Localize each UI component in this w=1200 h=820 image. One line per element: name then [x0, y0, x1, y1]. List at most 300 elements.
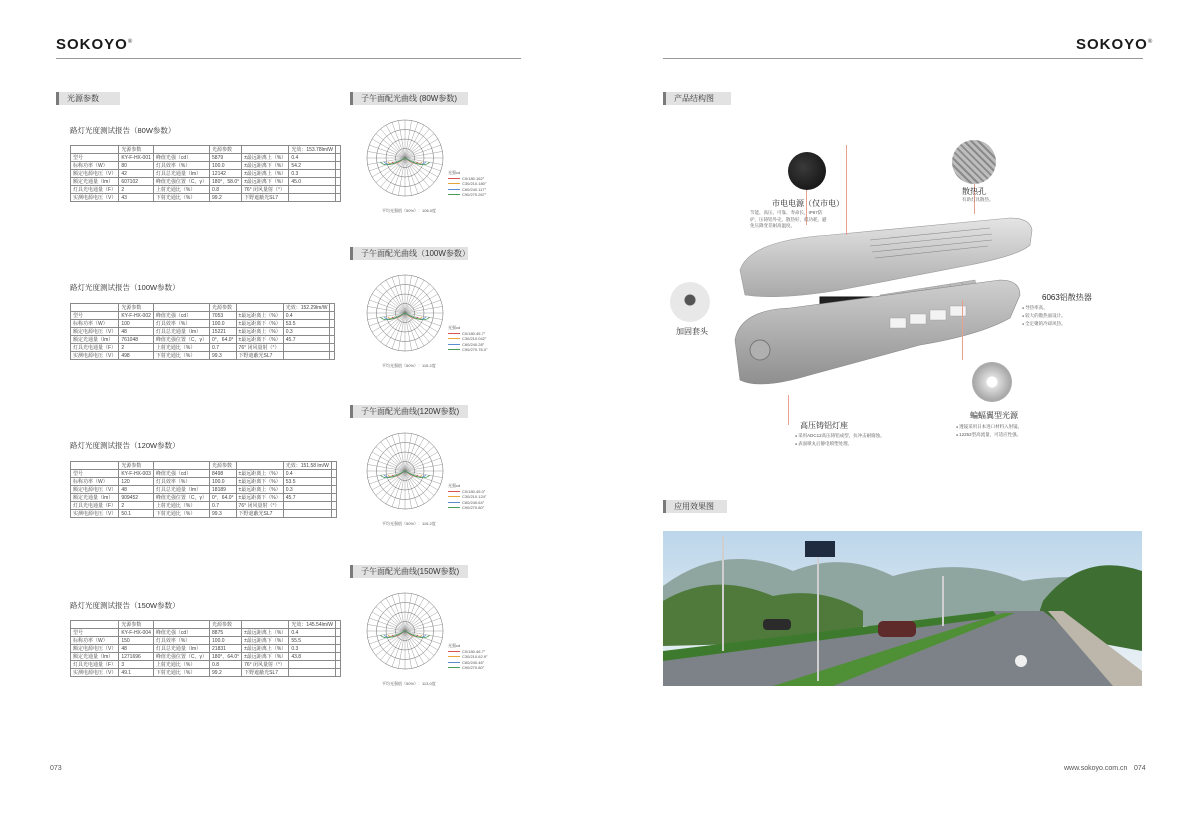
table-row: [71, 154, 341, 162]
table-cell: [330, 352, 335, 360]
legend-label: C30/210.124°: [462, 494, 487, 499]
table-cell: 55.5: [289, 637, 336, 645]
table-cell: 型号: [71, 470, 119, 478]
chart-title: 子午面配光曲线 (80W参数): [350, 92, 468, 105]
table-cell: ±最远距离下（%）: [236, 494, 283, 502]
table-cell: 0.3: [283, 328, 330, 336]
table-cell: 909452: [119, 494, 154, 502]
table-cell: 额定光通量（lm）: [71, 653, 119, 661]
table-cell: [283, 352, 330, 360]
table-row: [71, 502, 337, 510]
table-cell: [330, 312, 335, 320]
spec-table: [70, 145, 341, 202]
callout-heatsink-item: ● 较大的散热面设计。: [1022, 312, 1102, 320]
table-cell: [336, 669, 341, 677]
callout-power-title: 市电电源（仅市电）: [772, 199, 844, 208]
table-cell: 光源参数: [119, 304, 154, 312]
legend-label: C60/240.46°: [462, 659, 485, 665]
table-cell: [330, 344, 335, 352]
table-cell: 灯具效率（%）: [153, 478, 209, 486]
chart-title: 子午面配光曲线（100W参数）: [350, 247, 468, 260]
legend-item: [448, 505, 487, 511]
table-cell: 100: [119, 320, 154, 328]
chart-legend: [448, 325, 488, 353]
table-cell: [283, 510, 331, 518]
legend-swatch: [448, 178, 460, 179]
table-cell: 额定光通量（lm）: [71, 178, 119, 186]
reg-mark-right: ®: [1147, 39, 1154, 45]
table-cell: 45.7: [283, 494, 331, 502]
callout-housing-list: [795, 432, 887, 448]
brand-logo-text: SOKOYO: [56, 36, 128, 53]
table-cell: 0.7: [210, 502, 237, 510]
table-cell: [331, 494, 336, 502]
table-cell: 峰值光强位置（C，γ）: [153, 336, 209, 344]
table-cell: [336, 629, 341, 637]
legend-label: C30/210.180°: [462, 181, 487, 186]
table-cell: 48: [119, 645, 154, 653]
table-cell: 下野遮蔽光SL7: [236, 510, 283, 518]
callout-cable-title: 加固套头: [676, 327, 708, 336]
table-cell: 光源参数: [119, 462, 154, 470]
table-row: [71, 162, 341, 170]
table-row: [71, 637, 341, 645]
table-row: [71, 336, 335, 344]
table-cell: 峰值光强位置（C，γ）: [153, 178, 209, 186]
table-cell: 光效：152.29lm/W: [283, 304, 330, 312]
legend-swatch: [448, 333, 460, 334]
callout-heatsink-item: ● 全定聚的冷却风热。: [1022, 320, 1102, 328]
legend-swatch: [448, 502, 460, 503]
table-cell: 额定电源电压（V）: [71, 645, 119, 653]
table-cell: [236, 304, 283, 312]
table-cell: 607102: [119, 178, 154, 186]
table-cell: 灯具光电通量（F）: [71, 502, 119, 510]
table-cell: 额定电源电压（V）: [71, 486, 119, 494]
table-cell: 99.3: [210, 352, 237, 360]
legend-item: [448, 347, 488, 353]
callout-heatsink-list: [1022, 304, 1102, 328]
table-cell: 76° 闭风量射（°）: [242, 661, 289, 669]
table-cell: 48: [119, 486, 154, 494]
cable-inset-photo: [670, 282, 710, 322]
table-cell: KY-F-HX-003: [119, 470, 154, 478]
table-cell: [336, 637, 341, 645]
chart-footnote: 平均光强值（50%）：115.2度: [382, 363, 436, 368]
callout-wing-list: [956, 423, 1046, 439]
table-cell: 实测电源电压（V）: [71, 669, 119, 677]
table-row: [71, 470, 337, 478]
table-cell: KY-F-HX-002: [119, 312, 154, 320]
table-cell: 180°，64.0°: [210, 653, 242, 661]
table-cell: [336, 154, 341, 162]
table-cell: ±最远距离下（%）: [242, 178, 289, 186]
table-cell: 实测电源电压（V）: [71, 510, 119, 518]
table-cell: 0°，64.0°: [210, 336, 237, 344]
table-cell: 光源参数: [210, 462, 237, 470]
table-cell: [331, 470, 336, 478]
page-number: 073: [50, 765, 62, 772]
section-title-effect: 应用效果图: [663, 500, 727, 513]
table-row: [71, 186, 341, 194]
table-row: [71, 645, 341, 653]
table-cell: ±最远距离上（%）: [236, 486, 283, 494]
table-cell: ±最远距离下（%）: [236, 320, 283, 328]
report-title: 路灯光度测试报告（150W参数）: [70, 601, 180, 610]
page-number-right: 074: [1134, 765, 1146, 772]
table-cell: 2: [119, 502, 154, 510]
table-cell: 标称功率（W）: [71, 320, 119, 328]
table-cell: 2: [119, 344, 154, 352]
table-cell: 5879: [210, 154, 242, 162]
chart-legend: [448, 170, 487, 198]
brand-logo: [56, 36, 133, 53]
table-cell: 下野遮蔽光SL7: [242, 194, 289, 202]
lens-inset-photo: [972, 362, 1012, 402]
chart-footnote: 平均光强值（50%）：106.0度: [382, 208, 437, 213]
legend-label: C90/270.76.0°: [462, 347, 488, 352]
table-cell: [336, 194, 341, 202]
table-cell: 180°，58.0°: [210, 178, 242, 186]
table-cell: [336, 653, 341, 661]
table-cell: ±最远距离下（%）: [242, 653, 289, 661]
table-cell: ±最远距离下（%）: [242, 637, 289, 645]
table-cell: 额定光通量（lm）: [71, 336, 119, 344]
application-scene-photo: [663, 531, 1142, 686]
table-cell: 498: [119, 352, 154, 360]
header-rule: [56, 58, 521, 59]
table-cell: 0.8: [210, 186, 242, 194]
table-row: [71, 320, 335, 328]
table-cell: [331, 510, 336, 518]
table-cell: [336, 621, 341, 629]
legend-header: 光强cd: [448, 325, 461, 330]
table-cell: ±最远距离上（%）: [242, 170, 289, 178]
table-cell: 额定光通量（lm）: [71, 494, 119, 502]
table-row: [71, 478, 337, 486]
car-2: [763, 619, 791, 630]
table-cell: 76° 闭风量射（°）: [236, 344, 283, 352]
table-cell: 型号: [71, 154, 119, 162]
table-cell: 0.8: [210, 661, 242, 669]
table-cell: 峰值光强位置（C，γ）: [153, 494, 209, 502]
callout-wing-item: ● 12252型高流量，可适应性强。: [956, 431, 1046, 439]
table-cell: 54.2: [289, 162, 336, 170]
table-cell: 100.0: [210, 637, 242, 645]
table-cell: 100.0: [210, 320, 237, 328]
legend-swatch: [448, 667, 460, 668]
table-cell: 53.5: [283, 320, 330, 328]
table-cell: 峰值光强（cd）: [153, 629, 209, 637]
table-cell: KY-F-HX-004: [119, 629, 154, 637]
table-cell: [336, 162, 341, 170]
table-cell: ±最远距离下（%）: [236, 478, 283, 486]
table-cell: 49.1: [119, 669, 154, 677]
table-row: [71, 494, 337, 502]
table-cell: 80: [119, 162, 154, 170]
spec-table: [70, 461, 337, 518]
table-cell: [236, 462, 283, 470]
table-cell: 12142: [210, 170, 242, 178]
table-cell: 下射光通比（%）: [153, 669, 209, 677]
callout-wing-item: ● 透镜采用日本进口材料入射镜。: [956, 423, 1046, 431]
leader-housing: [788, 395, 789, 425]
table-cell: ±最远距离上（%）: [236, 312, 283, 320]
table-cell: 99.3: [210, 510, 237, 518]
legend-label: C0/180.46.7°: [462, 648, 486, 654]
table-cell: [153, 621, 209, 629]
table-cell: [331, 486, 336, 494]
table-cell: [71, 146, 119, 154]
table-cell: [289, 194, 336, 202]
table-cell: 灯具总光通量（lm）: [153, 170, 209, 178]
table-row: [71, 661, 341, 669]
legend-label: C90/270.80°: [462, 665, 485, 670]
table-row: [71, 328, 335, 336]
table-cell: 上射光通比（%）: [153, 186, 209, 194]
section-title-structure: 产品结构图: [663, 92, 731, 105]
website: www.sokoyo.com.cn: [1064, 765, 1128, 772]
table-row: [71, 352, 335, 360]
leader-power-2: [846, 145, 847, 235]
table-cell: 7053: [210, 312, 237, 320]
table-cell: 上射光通比（%）: [153, 502, 209, 510]
table-cell: [153, 462, 209, 470]
table-row: [71, 629, 341, 637]
header-rule-right: [663, 58, 1143, 59]
table-cell: [242, 146, 289, 154]
table-cell: 3: [119, 661, 154, 669]
chart-title: 子午面配光曲线(150W参数): [350, 565, 468, 578]
table-cell: 150: [119, 637, 154, 645]
table-cell: [330, 304, 335, 312]
legend-swatch: [448, 651, 460, 652]
spec-table: [70, 620, 341, 677]
table-cell: 100.0: [210, 478, 237, 486]
table-cell: 99.2: [210, 194, 242, 202]
table-row: [71, 146, 341, 154]
table-cell: 标称功率（W）: [71, 478, 119, 486]
legend-swatch: [448, 662, 460, 663]
table-cell: [331, 462, 336, 470]
pedestrian: [1015, 655, 1027, 667]
table-cell: [153, 146, 209, 154]
table-cell: 0.3: [289, 645, 336, 653]
table-cell: 上射光通比（%）: [153, 661, 209, 669]
table-cell: [71, 621, 119, 629]
table-cell: 峰值光强（cd）: [153, 470, 209, 478]
table-cell: 光效：145.54lm/W: [289, 621, 336, 629]
brand-logo-right: [1076, 36, 1153, 53]
callout-housing-title: 高压铸铝灯座: [800, 421, 848, 430]
table-cell: 0°，64.0°: [210, 494, 237, 502]
table-cell: 光效：151.58 lm/W: [283, 462, 331, 470]
table-cell: 0.4: [289, 154, 336, 162]
table-cell: 型号: [71, 629, 119, 637]
table-cell: 43.8: [289, 653, 336, 661]
table-cell: 光效：153.78lm/W: [289, 146, 336, 154]
legend-swatch: [448, 183, 460, 184]
table-cell: [330, 336, 335, 344]
table-cell: [331, 478, 336, 486]
table-row: [71, 653, 341, 661]
table-cell: [336, 186, 341, 194]
table-row: [71, 312, 335, 320]
power-inset-photo: [788, 152, 826, 190]
callout-heatsink-title: 6063铝散热器: [1042, 293, 1092, 302]
chart-legend: [448, 643, 488, 671]
table-cell: [330, 328, 335, 336]
legend-swatch: [448, 344, 460, 345]
table-cell: 53.5: [283, 478, 331, 486]
callout-power-text: 节能、高压、可靠、寿命长，IP67防护，压铸铝外壳，散热好，低功耗，避免压降变差耐高温度。: [750, 210, 827, 228]
table-cell: 光源参数: [210, 621, 242, 629]
table-cell: [336, 645, 341, 653]
table-row: [71, 194, 341, 202]
table-cell: 15221: [210, 328, 237, 336]
table-cell: [71, 304, 119, 312]
legend-swatch: [448, 507, 460, 508]
car: [878, 621, 916, 637]
table-cell: 2: [119, 186, 154, 194]
legend-label: C0/180.45.7°: [462, 330, 486, 336]
legend-label: C0/180.162°: [462, 175, 485, 181]
spec-table: [70, 303, 335, 360]
section-title-light-source: 光源参数: [56, 92, 120, 105]
callout-wing-title: 蝙蝠翼型光源: [970, 411, 1018, 420]
table-cell: 0.4: [283, 470, 331, 478]
table-row: [71, 510, 337, 518]
table-cell: 峰值光强（cd）: [153, 312, 209, 320]
table-cell: [330, 320, 335, 328]
table-cell: 76° 闭风量射（°）: [236, 502, 283, 510]
table-cell: 上射光通比（%）: [153, 344, 209, 352]
table-cell: 峰值光强（cd）: [153, 154, 209, 162]
table-cell: ±最远距离上（%）: [242, 645, 289, 653]
table-row: [71, 462, 337, 470]
polar-distribution-chart: [355, 581, 455, 681]
table-cell: 灯具光电通量（F）: [71, 186, 119, 194]
table-cell: 45.7: [283, 336, 330, 344]
table-cell: 0.7: [210, 344, 237, 352]
table-cell: 灯具光电通量（F）: [71, 661, 119, 669]
table-cell: ±最远距离上（%）: [236, 328, 283, 336]
legend-swatch: [448, 491, 460, 492]
table-cell: 灯具效率（%）: [153, 320, 209, 328]
table-cell: 42: [119, 170, 154, 178]
table-cell: ±最远距离上（%）: [242, 629, 289, 637]
legend-swatch: [448, 496, 460, 497]
table-row: [71, 486, 337, 494]
legend-label: C30/210.042°: [462, 336, 487, 341]
chart-footnote: 平均光强值（50%）：113.0度: [382, 681, 436, 686]
table-cell: 灯具效率（%）: [153, 637, 209, 645]
table-cell: 761048: [119, 336, 154, 344]
table-cell: [336, 170, 341, 178]
leader-heatsink: [962, 300, 963, 360]
legend-swatch: [448, 338, 460, 339]
table-cell: 光源参数: [210, 146, 242, 154]
table-cell: 光源参数: [119, 621, 154, 629]
table-cell: [336, 146, 341, 154]
right-page: [600, 0, 1200, 820]
vent-inset-photo: [952, 140, 996, 184]
legend-label: C60/240.28°: [462, 341, 485, 347]
table-cell: KY-F-HX-001: [119, 154, 154, 162]
table-row: [71, 669, 341, 677]
table-cell: 下野遮蔽光SL7: [236, 352, 283, 360]
table-cell: 下射光通比（%）: [153, 194, 209, 202]
polar-distribution-chart: [355, 108, 455, 208]
table-cell: [153, 304, 209, 312]
legend-swatch: [448, 656, 460, 657]
table-cell: 额定电源电压（V）: [71, 328, 119, 336]
table-cell: 实测电源电压（V）: [71, 352, 119, 360]
callout-housing-item: ● 表面喷丸后静电喷塑处理。: [795, 440, 887, 448]
table-cell: 8498: [210, 470, 237, 478]
table-cell: [289, 669, 336, 677]
callout-housing-item: ● 采用ADC12高压铸铝成型，抗冲击耐腐蚀。: [795, 432, 887, 440]
legend-label: C60/240.117°: [462, 186, 487, 192]
table-cell: [289, 186, 336, 194]
chart-legend: [448, 483, 487, 511]
chart-title: 子午面配光曲线(120W参数): [350, 405, 468, 418]
table-cell: ±最远距离下（%）: [242, 162, 289, 170]
brand-logo-text-right: SOKOYO: [1076, 36, 1148, 53]
table-cell: [336, 661, 341, 669]
table-cell: 100.0: [210, 162, 242, 170]
table-row: [71, 344, 335, 352]
solar-panel: [805, 541, 835, 557]
table-cell: 18189: [210, 486, 237, 494]
table-cell: 0.3: [283, 486, 331, 494]
table-cell: 43: [119, 194, 154, 202]
table-cell: 光源参数: [210, 304, 237, 312]
legend-swatch: [448, 189, 460, 190]
table-cell: [331, 502, 336, 510]
table-cell: 50.1: [119, 510, 154, 518]
legend-label: C90/270.80°: [462, 505, 485, 510]
callout-vent-text: 有助灯具散热。: [962, 197, 994, 202]
table-cell: 8875: [210, 629, 242, 637]
table-cell: 下射光通比（%）: [153, 510, 209, 518]
legend-label: C90/270.267°: [462, 192, 487, 197]
table-cell: 光源参数: [119, 146, 154, 154]
chart-footnote: 平均光强值（50%）：115.2度: [382, 521, 436, 526]
legend-swatch: [448, 349, 460, 350]
table-cell: [242, 621, 289, 629]
table-cell: 下射光通比（%）: [153, 352, 209, 360]
legend-header: 光强cd: [448, 643, 461, 648]
table-cell: 76° 闭风量射（°）: [242, 186, 289, 194]
callout-vent-title: 散热孔: [962, 187, 986, 196]
legend-swatch: [448, 194, 460, 195]
polar-distribution-chart: [355, 421, 455, 521]
pole-clamp: [750, 340, 770, 360]
table-cell: [289, 661, 336, 669]
table-cell: 峰值光强位置（C，γ）: [153, 653, 209, 661]
table-cell: 灯具效率（%）: [153, 162, 209, 170]
legend-header: 光强cd: [448, 170, 461, 175]
table-cell: 48: [119, 328, 154, 336]
table-cell: 1271696: [119, 653, 154, 661]
table-cell: 21831: [210, 645, 242, 653]
legend-header: 光强cd: [448, 483, 461, 488]
table-cell: 灯具总光通量（lm）: [153, 328, 209, 336]
report-title: 路灯光度测试报告（120W参数）: [70, 441, 180, 450]
table-cell: 标称功率（W）: [71, 637, 119, 645]
table-row: [71, 170, 341, 178]
